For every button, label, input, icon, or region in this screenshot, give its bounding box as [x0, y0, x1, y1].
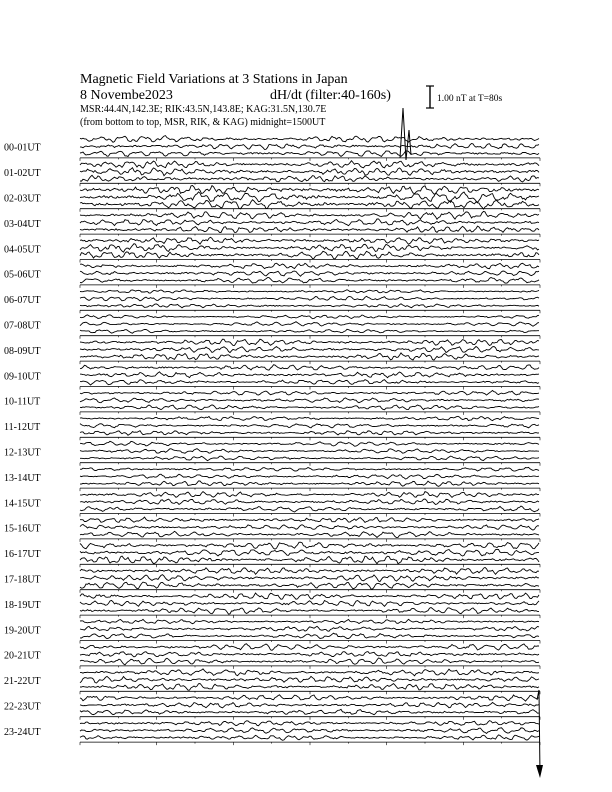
- trace-rik: [80, 652, 539, 657]
- hour-label: 00-01UT: [4, 142, 41, 154]
- trace-msr: [80, 278, 539, 284]
- trace-kag: [80, 542, 539, 549]
- hour-label: 15-16UT: [4, 523, 41, 535]
- trace-kag: [80, 721, 539, 726]
- trace-kag: [80, 567, 539, 574]
- trace-msr: [80, 251, 539, 259]
- trace-rik: [80, 271, 539, 276]
- hour-label: 07-08UT: [4, 320, 41, 332]
- trace-rik: [80, 703, 539, 708]
- hour-label: 22-23UT: [4, 701, 41, 713]
- hour-label: 09-10UT: [4, 371, 41, 383]
- trace-msr: [80, 684, 539, 691]
- chart-title: Magnetic Field Variations at 3 Stations in Japan: [80, 72, 348, 87]
- trace-kag: [80, 669, 539, 676]
- hour-label: 18-19UT: [4, 599, 41, 611]
- hour-label: 11-12UT: [4, 422, 41, 434]
- trace-rik: [80, 424, 539, 428]
- trace-msr: [80, 556, 539, 564]
- trace-msr: [80, 405, 539, 410]
- trace-kag: [80, 517, 539, 522]
- trace-rik: [80, 144, 539, 150]
- trace-rik: [80, 244, 539, 252]
- trace-kag: [80, 365, 539, 370]
- trace-kag: [80, 619, 539, 623]
- trace-rik: [80, 474, 539, 479]
- hour-label: 12-13UT: [4, 447, 41, 459]
- filter-label: dH/dt (filter:40-160s): [270, 88, 391, 103]
- trace-msr: [80, 380, 539, 385]
- trace-rik: [80, 398, 539, 403]
- trace-kag: [80, 186, 539, 195]
- trace-kag: [80, 391, 539, 396]
- trace-rik: [80, 322, 539, 327]
- hour-label: 04-05UT: [4, 244, 41, 256]
- trace-rik: [80, 347, 539, 353]
- trace-rik: [80, 549, 539, 556]
- hour-label: 16-17UT: [4, 549, 41, 561]
- hour-label: 17-18UT: [4, 574, 41, 586]
- stations-line: MSR:44.4N,142.3E; RIK:43.5N,143.8E; KAG:31.5N,130.7E: [80, 104, 327, 115]
- trace-rik: [80, 575, 539, 582]
- hour-label: 10-11UT: [4, 396, 41, 408]
- hour-label: 13-14UT: [4, 472, 41, 484]
- trace-msr: [80, 329, 539, 333]
- trace-rik: [80, 296, 539, 301]
- trace-kag: [80, 290, 539, 293]
- trace-rik: [80, 728, 539, 734]
- trace-msr: [80, 304, 539, 308]
- trace-rik: [80, 524, 539, 530]
- trace-kag: [80, 136, 539, 143]
- trace-rik: [80, 626, 539, 631]
- hour-label: 21-22UT: [4, 676, 41, 688]
- trace-kag: [80, 339, 539, 345]
- hour-label: 06-07UT: [4, 295, 41, 307]
- trace-msr: [80, 200, 539, 209]
- hour-label: 01-02UT: [4, 168, 41, 180]
- arrow-end-marker: [536, 765, 543, 778]
- trace-msr: [80, 353, 539, 360]
- trace-kag: [80, 315, 539, 319]
- trace-msr: [80, 456, 539, 461]
- hour-label: 03-04UT: [4, 218, 41, 230]
- trace-msr: [80, 175, 539, 182]
- hour-label: 20-21UT: [4, 650, 41, 662]
- date-label: 8 Novembe2023: [80, 88, 173, 103]
- trace-kag: [80, 416, 539, 420]
- trace-msr: [80, 582, 539, 589]
- trace-rik: [80, 499, 539, 505]
- hour-label: 14-15UT: [4, 498, 41, 510]
- trace-msr: [80, 481, 539, 486]
- hour-label: 05-06UT: [4, 269, 41, 281]
- trace-msr: [80, 226, 539, 232]
- trace-rik: [80, 168, 539, 176]
- trace-kag: [80, 467, 539, 471]
- trace-kag: [80, 211, 539, 219]
- hour-label: 19-20UT: [4, 625, 41, 637]
- trace-kag: [80, 492, 539, 498]
- trace-kag: [80, 695, 539, 701]
- trace-msr: [80, 151, 539, 157]
- trace-msr: [80, 633, 539, 638]
- trace-rik: [80, 219, 539, 226]
- hour-label: 08-09UT: [4, 345, 41, 357]
- scale-bar-label: 1.00 nT at T=80s: [437, 94, 503, 104]
- trace-kag: [80, 237, 539, 244]
- trace-kag: [80, 441, 539, 446]
- trace-kag: [80, 644, 539, 651]
- trace-kag: [80, 161, 539, 168]
- trace-rik: [80, 449, 539, 454]
- trace-rik: [80, 676, 539, 683]
- trace-kag: [80, 263, 539, 268]
- hour-label: 02-03UT: [4, 193, 41, 205]
- trace-msr: [80, 709, 539, 714]
- trace-msr: [80, 608, 539, 615]
- trace-msr: [80, 431, 539, 436]
- trace-rik: [80, 600, 539, 606]
- spike-trace-end: [537, 690, 540, 775]
- trace-msr: [80, 506, 539, 512]
- hour-label: 23-24UT: [4, 726, 41, 738]
- order-line: (from bottom to top, MSR, RIK, & KAG) midnight=1500UT: [80, 117, 326, 128]
- trace-msr: [80, 658, 539, 665]
- trace-msr: [80, 735, 539, 740]
- trace-rik: [80, 372, 539, 378]
- trace-msr: [80, 531, 539, 537]
- trace-kag: [80, 593, 539, 599]
